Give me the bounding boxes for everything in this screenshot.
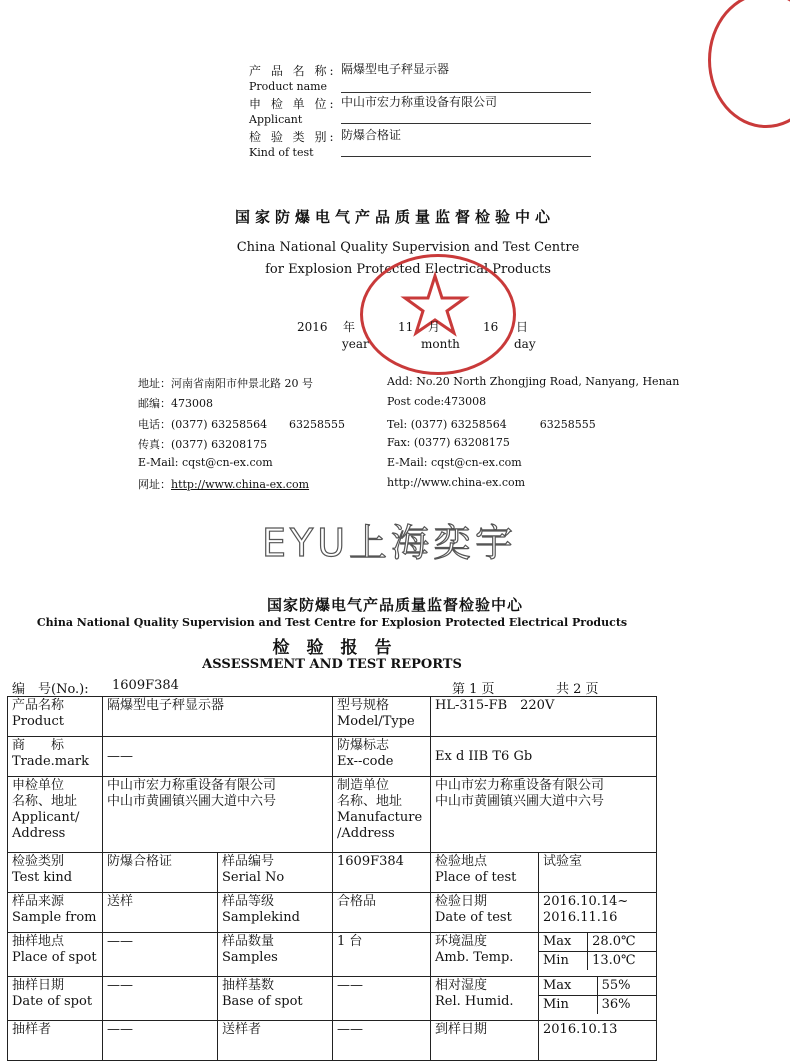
model-label: 型号规格 Model/Type <box>333 697 431 737</box>
datetest-value: 2016.10.14~ 2016.11.16 <box>539 893 657 933</box>
website-en[interactable]: http://www.china-ex.com <box>387 476 526 489</box>
email-en: E-Mail: cqst@cn-ex.com <box>387 456 522 469</box>
watermark-text: EYU上海奕宇 <box>262 521 518 565</box>
day-label-cn: 日 <box>516 320 529 334</box>
table-row <box>8 977 657 1021</box>
amb-minmax-table <box>539 933 656 970</box>
sampler-label: 抽样者 <box>8 1021 103 1061</box>
product-name-label-cn: 产 品 名 称: <box>249 64 337 78</box>
samplekind-label: 样品等级 Samplekind <box>218 893 333 933</box>
spotplace-label: 抽样地点 Place of spot <box>8 933 103 977</box>
kind-row <box>249 126 402 159</box>
spotplace-value: —— <box>103 933 218 977</box>
serial-value: 1609F384 <box>333 853 431 893</box>
spotdate-value: —— <box>103 977 218 1021</box>
model-value: HL-315-FB 220V <box>431 697 657 737</box>
manufacturer-label: 制造单位 名称、地址 Manufacture /Address <box>333 777 431 853</box>
sender-value: —— <box>333 1021 431 1061</box>
table-row <box>8 853 657 893</box>
product-name-value: 隔爆型电子秤显示器 <box>341 62 450 76</box>
tel-cn: 电话：(0377) 63258564 63258555 <box>138 418 346 431</box>
fax-cn: 传真：(0377) 63208175 <box>138 438 268 451</box>
place-value: 试验室 <box>539 853 657 893</box>
applicant-value: 中山市宏力称重设备有限公司 中山市黄圃镇兴圃大道中六号 <box>103 777 333 853</box>
basespot-value: —— <box>333 977 431 1021</box>
humid-min-label: Min <box>539 996 597 1015</box>
report-number-value: 1609F384 <box>112 678 179 693</box>
day-label-en: day <box>514 337 536 351</box>
table-row <box>8 1021 657 1061</box>
arrival-label: 到样日期 <box>431 1021 539 1061</box>
month-value: 11 <box>398 320 414 334</box>
amb-min-value: 13.0℃ <box>592 953 636 968</box>
table-row <box>539 977 656 996</box>
report-title-cn: 检 验 报 告 <box>272 638 392 658</box>
testkind-label: 检验类别 Test kind <box>8 853 103 893</box>
applicant-value: 中山市宏力称重设备有限公司 <box>341 95 498 109</box>
month-label-en: month <box>421 337 460 351</box>
table-row <box>8 697 657 737</box>
humid-min-value: 36% <box>601 997 631 1012</box>
samplekind-value: 合格品 <box>333 893 431 933</box>
applicant-row <box>249 93 498 126</box>
applicant-underline <box>341 123 591 124</box>
humid-max-value: 55% <box>597 977 656 996</box>
report-title-en: ASSESSMENT AND TEST REPORTS <box>202 657 462 672</box>
place-label: 检验地点 Place of test <box>431 853 539 893</box>
page-total: 共 2 页 <box>556 682 599 697</box>
year-value: 2016 <box>297 320 328 334</box>
humid-minmax-table <box>539 977 656 1014</box>
trademark-value: —— <box>103 737 333 777</box>
excode-value: Ex d IIB T6 Gb <box>431 737 657 777</box>
product-name-label-en: Product name <box>249 80 328 93</box>
table-row <box>8 893 657 933</box>
basespot-label: 抽样基数 Base of spot <box>218 977 333 1021</box>
kind-label-en: Kind of test <box>249 146 314 159</box>
report-number-label: 编 号(No.): <box>12 682 89 697</box>
applicant-label: 申检单位 名称、地址 Applicant/ Address <box>8 777 103 853</box>
tel-en: Tel: (0377) 63258564 63258555 <box>387 418 596 431</box>
excode-label: 防爆标志 Ex--code <box>333 737 431 777</box>
address-cn: 地址：河南省南阳市仲景北路 20 号 <box>138 377 313 390</box>
applicant-label-en: Applicant <box>249 113 303 126</box>
amb-min-label: Min <box>539 952 588 971</box>
kind-label-cn: 检 验 类 别: <box>249 130 337 144</box>
address-en: Add: No.20 North Zhongjing Road, Nanyang, Henan <box>387 375 680 388</box>
testkind-value: 防爆合格证 <box>103 853 218 893</box>
table-row <box>8 777 657 853</box>
product-name-row <box>249 60 450 93</box>
humid-values <box>539 977 657 1021</box>
amb-values <box>539 933 657 977</box>
table-row <box>539 996 656 1015</box>
org-name-cn: 国家防爆电气产品质量监督检验中心 <box>234 208 555 226</box>
website-cn-row <box>138 476 309 492</box>
samples-label: 样品数量 Samples <box>218 933 333 977</box>
report-table <box>7 696 657 1061</box>
month-label-cn: 月 <box>428 320 441 334</box>
arrival-value: 2016.10.13 <box>539 1021 657 1061</box>
report-org-cn: 国家防爆电气产品质量监督检验中心 <box>266 596 523 614</box>
fax-en: Fax: (0377) 63208175 <box>387 436 510 449</box>
product-value: 隔爆型电子秤显示器 <box>103 697 333 737</box>
website-cn-label: 网址： <box>138 478 171 491</box>
spotdate-label: 抽样日期 Date of spot <box>8 977 103 1021</box>
sender-label: 送样者 <box>218 1021 333 1061</box>
report-org-en: China National Quality Supervision and Test Centre for Explosion Protected Electrical Products <box>36 616 628 629</box>
trademark-label: 商 标 Trade.mark <box>8 737 103 777</box>
table-row <box>8 933 657 977</box>
sampler-value: —— <box>103 1021 218 1061</box>
manufacturer-value: 中山市宏力称重设备有限公司 中山市黄圃镇兴圃大道中六号 <box>431 777 657 853</box>
humid-label: 相对湿度 Rel. Humid. <box>431 977 539 1021</box>
postcode-en: Post code:473008 <box>387 395 487 408</box>
table-row <box>539 933 656 952</box>
org-name-en-2: for Explosion Protected Electrical Products <box>265 262 551 277</box>
website-cn-link[interactable]: http://www.china-ex.com <box>171 478 310 491</box>
year-label-cn: 年 <box>343 320 356 334</box>
seal-star-icon <box>360 254 510 369</box>
kind-value: 防爆合格证 <box>341 128 402 142</box>
amb-max-label: Max <box>539 933 588 952</box>
postcode-cn: 邮编：473008 <box>138 397 213 410</box>
email-cn: E-Mail: cqst@cn-ex.com <box>138 456 273 469</box>
table-row <box>8 737 657 777</box>
amb-label: 环境温度 Amb. Temp. <box>431 933 539 977</box>
samplefrom-value: 送样 <box>103 893 218 933</box>
product-label: 产品名称 Product <box>8 697 103 737</box>
inspection-seal-image <box>360 254 516 375</box>
amb-max-value: 28.0℃ <box>588 933 656 952</box>
samplefrom-label: 样品来源 Sample from <box>8 893 103 933</box>
corner-seal-image <box>708 0 790 128</box>
samples-value: 1 台 <box>333 933 431 977</box>
day-value: 16 <box>483 320 499 334</box>
serial-label: 样品编号 Serial No <box>218 853 333 893</box>
humid-max-label: Max <box>539 977 597 996</box>
applicant-label-cn: 申 检 单 位: <box>249 97 337 111</box>
org-name-en-1: China National Quality Supervision and Test Centre <box>236 240 580 255</box>
table-row <box>539 952 656 971</box>
kind-underline <box>341 156 591 157</box>
datetest-label: 检验日期 Date of test <box>431 893 539 933</box>
page-number: 第 1 页 <box>452 682 495 697</box>
year-label-en: year <box>342 337 369 351</box>
